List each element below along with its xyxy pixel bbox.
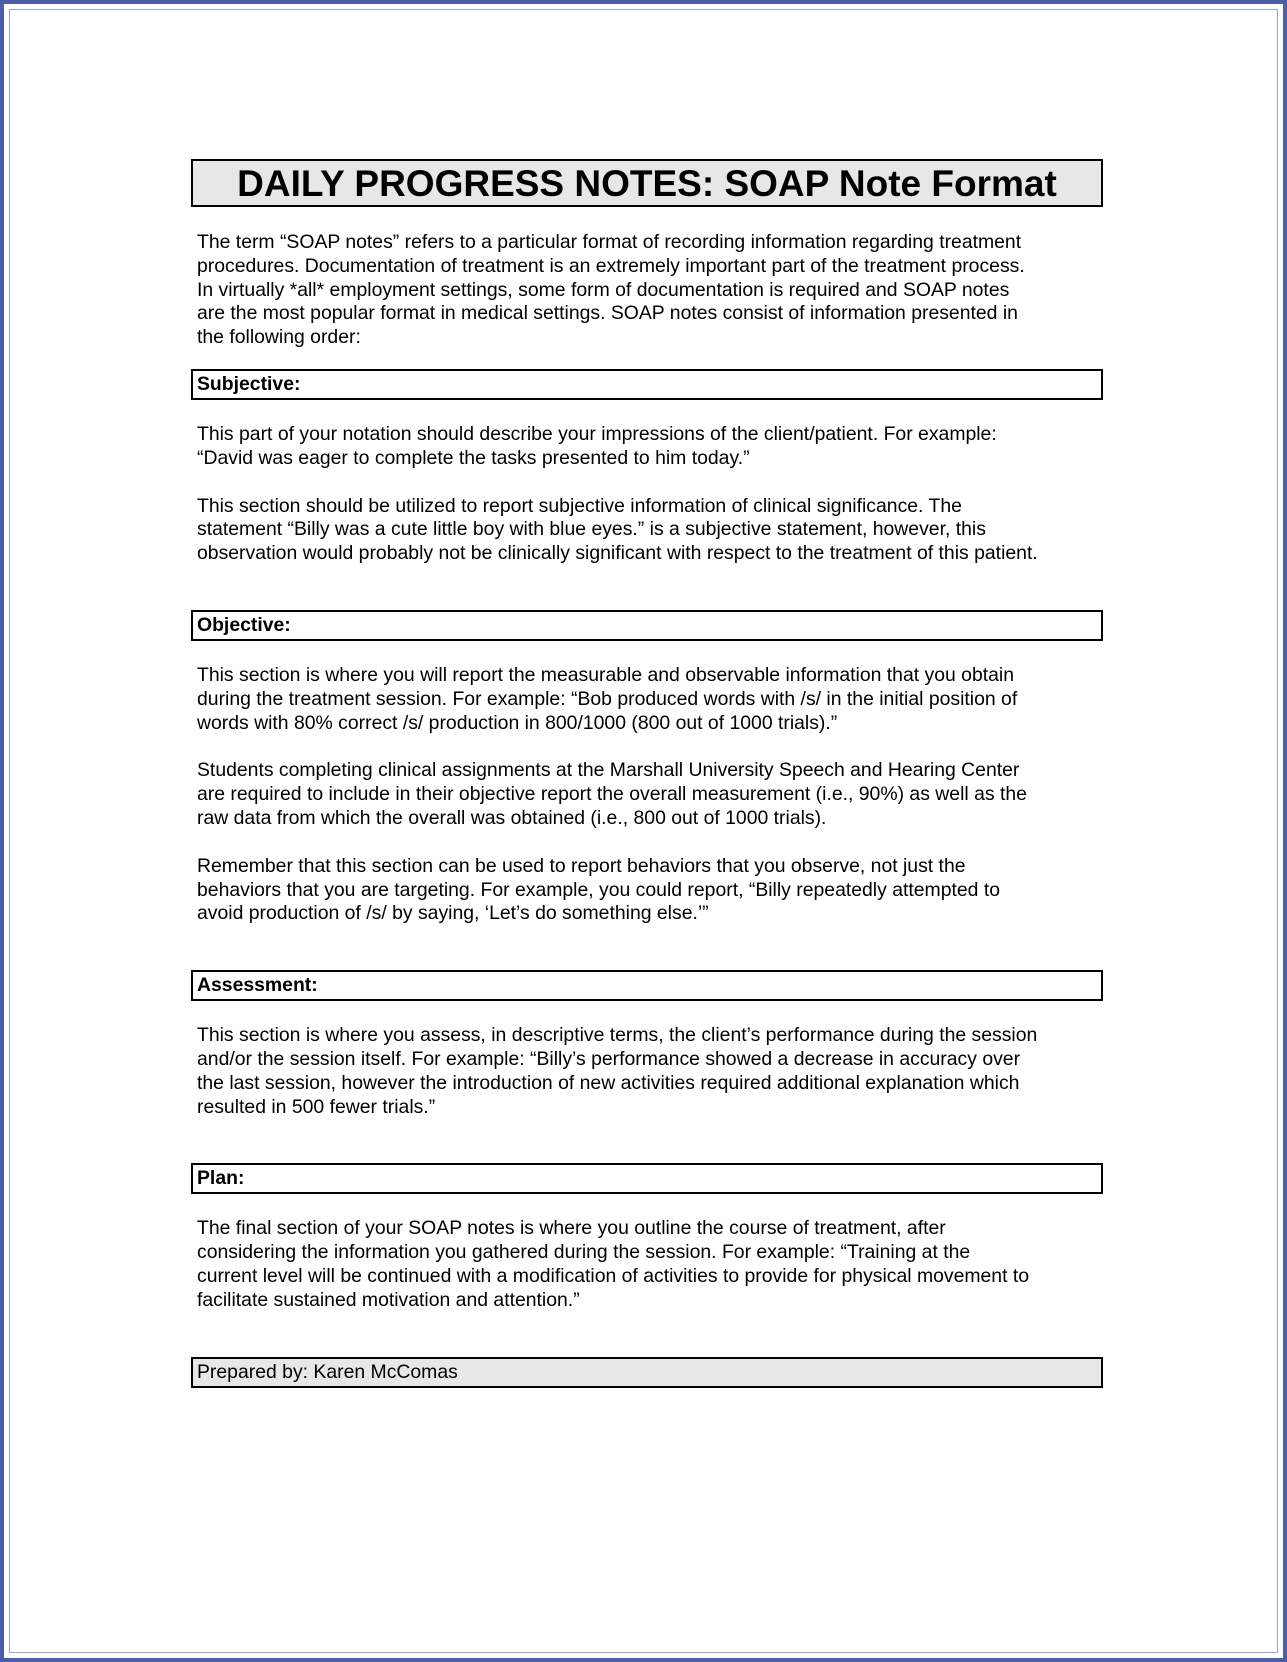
prepared-by: Prepared by: Karen McComas [191,1357,1103,1388]
document-title: DAILY PROGRESS NOTES: SOAP Note Format [191,159,1103,207]
assessment-heading: Assessment: [191,970,1103,1001]
assessment-paragraph-1: This section is where you assess, in descriptive terms, the client’s performance during the session and/or the session itself. For example: “Billy’s performance showed a decrease in accuracy over the last session, however the introduction of new activities required additional explanation which resulted in 500 fewer trials.” [197,1024,1038,1118]
objective-heading: Objective: [191,610,1103,641]
subjective-paragraph-2: This section should be utilized to report subjective information of clinical significance. The statement “Billy was a cute little boy with blue eyes.” is a subjective statement, however, this observation would probably not be clinically significant with respect to the treatment of this patient. [197,494,1038,565]
plan-paragraph-1: The final section of your SOAP notes is where you outline the course of treatment, after considering the information you gathered during the session. For example: “Training at the current level will be continued with a modification of activities to provide for physical movement to facilitate sustained motivation and attention.” [197,1217,1030,1311]
subjective-paragraph-1: This part of your notation should describe your impressions of the client/patient. For example: “David was eager to complete the tasks presented to him today.” [197,422,997,469]
objective-paragraph-2: Students completing clinical assignments at the Marshall University Speech and Hearing Center are required to include in their objective report the overall measurement (i.e., 90%) as well as the raw data from which the overall was obtained (i.e., 800 out of 1000 trials). [197,759,1027,829]
document-content [191,159,1103,1388]
plan-heading: Plan: [191,1163,1103,1194]
objective-paragraph-3: Remember that this section can be used to report behaviors that you observe, not just the behaviors that you are targeting. For example, you could report, “Billy repeatedly attempted to avoid production of /s/ by saying, ‘Let’s do something else.’” [197,854,1000,925]
intro-paragraph: The term “SOAP notes” refers to a particular format of recording information regarding treatment procedures. Documentation of treatment is an extremely important part of the treatment process. In virtually *all* employment settings, some form of documentation is required and SOAP notes are the most popular format in medical settings. SOAP notes consist of information presented in the following order: [197,231,1025,349]
objective-paragraph-1: This section is where you will report the measurable and observable information that you obtain during the treatment session. For example: “Bob produced words with /s/ in the initial position of words with 80% correct /s/ production in 800/1000 (800 out of 1000 trials).” [197,663,1018,734]
subjective-heading: Subjective: [191,369,1103,400]
